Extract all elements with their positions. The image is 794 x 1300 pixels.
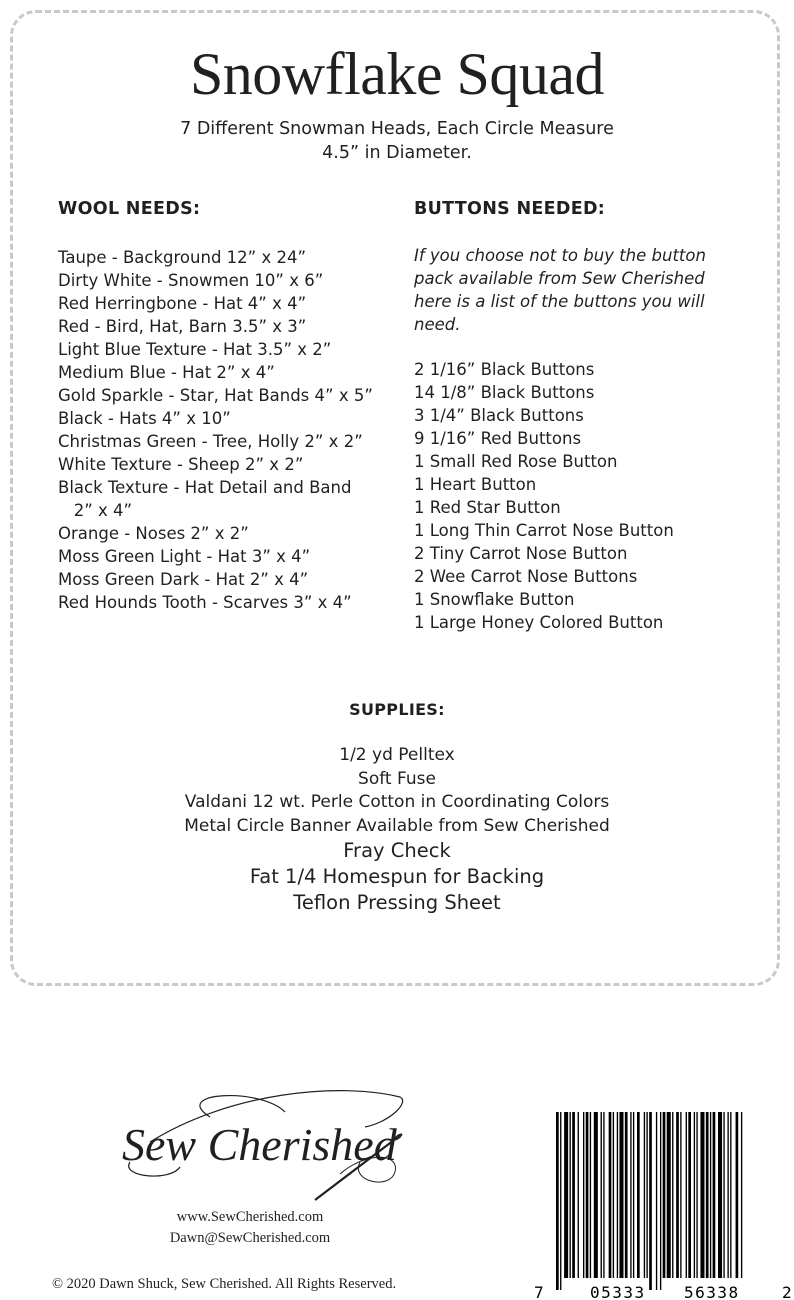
barcode-bar [560,1112,561,1290]
list-item: 1 Large Honey Colored Button [414,613,664,632]
supplies-heading: SUPPLIES: [349,700,445,719]
list-item: Dirty White - Snowmen 10” x 6” [58,271,324,290]
barcode-bar [660,1112,661,1290]
barcode-bar [594,1112,598,1278]
barcode-bar [603,1112,604,1278]
note-line: If you choose not to buy the button [414,246,706,265]
barcode-bar [617,1112,618,1278]
list-item: Black - Hats 4” x 10” [58,409,231,428]
barcode-bar [578,1112,579,1278]
list-item: Taupe - Background 12” x 24” [58,248,307,267]
barcode-bar [649,1112,652,1290]
subtitle [0,117,794,165]
barcode-bar [586,1112,589,1278]
list-item: Christmas Green - Tree, Holly 2” x 2” [58,432,363,451]
barcode-bar [696,1112,697,1278]
barcode-bar [688,1112,691,1278]
barcode-bar [644,1112,645,1278]
barcode-bar [727,1112,728,1278]
list-item: 2 Tiny Carrot Nose Button [414,544,628,563]
list-item: Soft Fuse [358,768,436,789]
list-item: 1 Red Star Button [414,498,561,517]
sew-cherished-logo [110,1082,410,1202]
barcode-bar [672,1112,673,1278]
supplies-list [0,744,794,916]
barcode-bar [637,1112,640,1278]
barcode-bar [556,1112,559,1290]
barcode-bar [625,1112,628,1278]
list-item: 2 1/16” Black Buttons [414,360,595,379]
buttons-list [414,358,674,634]
list-item: Orange - Noses 2” x 2” [58,524,249,543]
list-item: Gold Sparkle - Star, Hat Bands 4” x 5” [58,386,373,405]
list-item: Fat 1/4 Homespun for Backing [249,865,545,888]
barcode-bar [706,1112,709,1278]
wool-heading: WOOL NEEDS: [58,199,201,219]
note-line: pack available from Sew Cherished [414,269,705,288]
contact-info [120,1207,380,1249]
barcode-bar [601,1112,602,1278]
note-line: here is a list of the buttons you will [414,292,705,311]
list-item: 2” x 4” [58,501,133,520]
barcode-bar [718,1112,722,1278]
barcode-bar [656,1112,657,1290]
list-item: 14 1/8” Black Buttons [414,383,595,402]
list-item: Moss Green Dark - Hat 2” x 4” [58,570,309,589]
barcode-bar [570,1112,571,1278]
note-line: need. [414,315,461,334]
barcode-bar [694,1112,695,1278]
subtitle-line: 7 Different Snowman Heads, Each Circle Measure [180,119,614,139]
list-item: 9 1/16” Red Buttons [414,429,582,448]
svg-text:Sew Cherished: Sew Cherished [122,1119,397,1170]
buttons-heading: BUTTONS NEEDED: [414,199,606,219]
list-item: 1 Snowflake Button [414,590,575,609]
barcode-bar [564,1112,568,1278]
barcode-bar [583,1112,584,1278]
barcode-bar [680,1112,681,1278]
list-item: Valdani 12 wt. Perle Cotton in Coordinating Colors [184,792,610,812]
list-item: Moss Green Light - Hat 3” x 4” [58,547,311,566]
wool-list [58,246,373,614]
barcode-bar [630,1112,631,1278]
page-title: Snowflake Squad [189,41,605,107]
barcode-bar [736,1112,739,1278]
barcode-bar [572,1112,575,1278]
barcode-digit: 05333 [590,1283,646,1300]
barcode-bar [619,1112,623,1278]
list-item: 1 Heart Button [414,475,537,494]
barcode-bar [613,1112,614,1278]
barcode-bar [609,1112,612,1278]
barcode-digit: 2 [782,1283,792,1300]
barcode-bar [633,1112,634,1278]
barcode-bar [590,1112,591,1278]
barcode-bar [713,1112,716,1278]
list-item: Medium Blue - Hat 2” x 4” [58,363,275,382]
list-item: Black Texture - Hat Detail and Band [58,478,352,497]
barcode-bar [663,1112,666,1278]
barcode-bar [710,1112,711,1278]
barcode-bar [741,1112,742,1278]
email-link[interactable]: Dawn@SewCherished.com [169,1230,331,1246]
barcode-bar [700,1112,704,1278]
list-item: Teflon Pressing Sheet [293,891,501,914]
list-item: White Texture - Sheep 2” x 2” [58,455,304,474]
barcode-bar [686,1112,687,1278]
subtitle-line: 4.5” in Diameter. [322,143,472,163]
list-item: Red Herringbone - Hat 4” x 4” [58,294,307,313]
barcode-bar [730,1112,731,1278]
website-link[interactable]: www.SewCherished.com [176,1209,324,1225]
list-item: 3 1/4” Black Buttons [414,406,584,425]
barcode-bar [676,1112,679,1278]
barcode-digit: 7 [534,1283,544,1300]
barcode-digit: 56338 [684,1283,740,1300]
barcode [532,1112,794,1300]
list-item: Metal Circle Banner Available from Sew Cherished [184,815,610,836]
list-item: 1 Small Red Rose Button [414,452,618,471]
list-item: 1/2 yd Pelltex [339,745,455,765]
barcode-bar [723,1112,724,1278]
list-item: Red Hounds Tooth - Scarves 3” x 4” [58,593,352,612]
barcode-bar [667,1112,671,1278]
list-item: Light Blue Texture - Hat 3.5” x 2” [58,340,332,359]
buttons-note [414,244,744,336]
list-item: 2 Wee Carrot Nose Buttons [414,567,638,586]
list-item: 1 Long Thin Carrot Nose Button [414,521,674,540]
list-item: Red - Bird, Hat, Barn 3.5” x 3” [58,317,307,336]
list-item: Fray Check [343,839,451,862]
barcode-bar [646,1112,647,1278]
copyright: © 2020 Dawn Shuck, Sew Cherished. All Rights Reserved. [52,1276,397,1292]
